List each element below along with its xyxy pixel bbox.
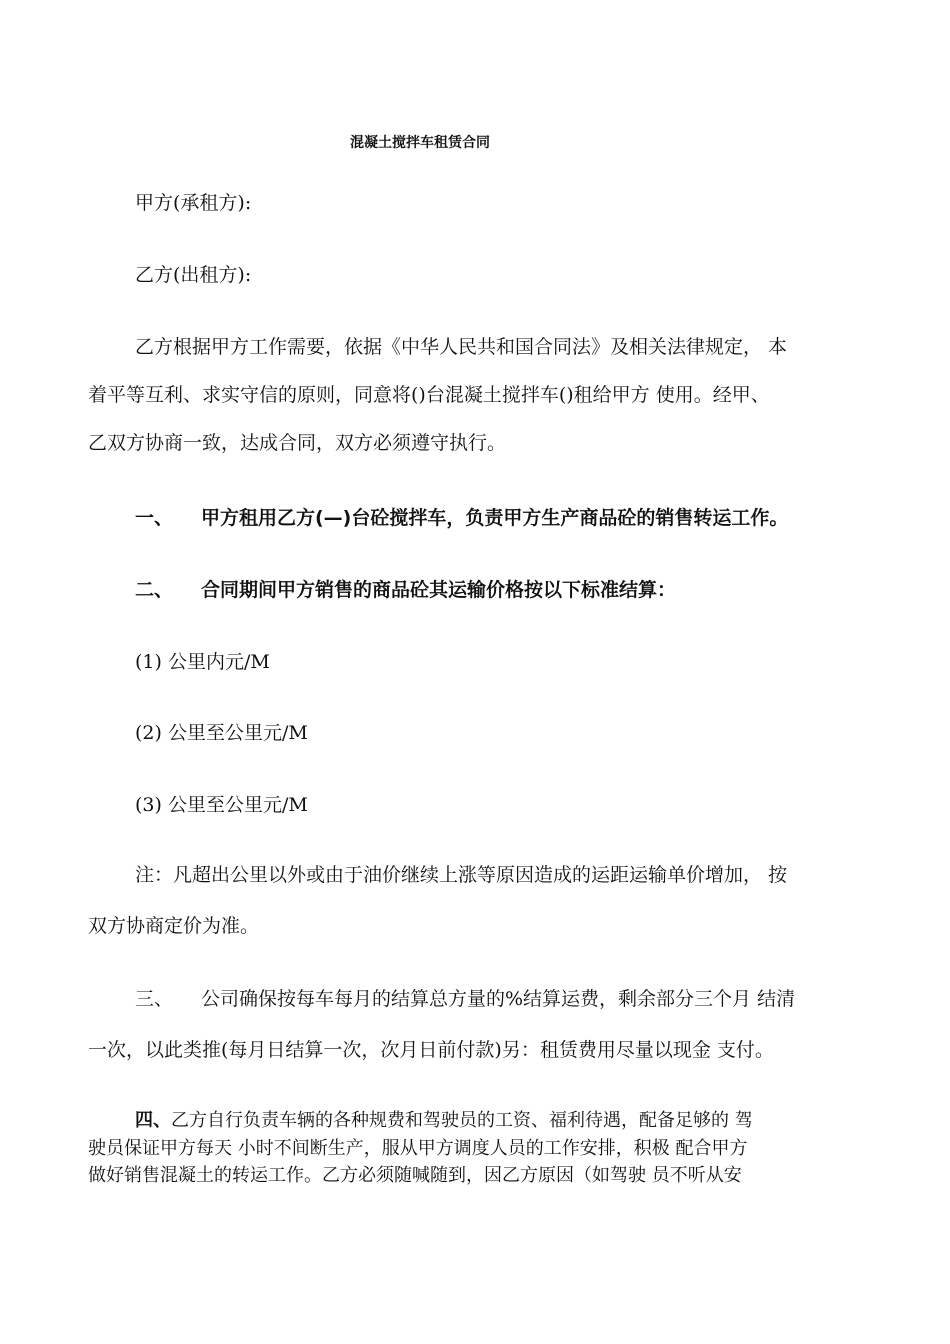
note-line-1: 注：凡超出公里以外或由于油价继续上涨等原因造成的运距运输单价增加， 按	[135, 864, 788, 886]
clause-2-number: 二、	[135, 579, 174, 601]
clause-1-text: 甲方租用乙方(—)台砼搅拌车，负责甲方生产商品砼的销售转运工作。	[201, 507, 789, 529]
intro-line-2: 着平等互利、求实守信的原则，同意将()台混凝土搅拌车()租给甲方 使用。经甲、	[88, 384, 770, 406]
intro-line-1: 乙方根据甲方工作需要，依据《中华人民共和国合同法》及相关法律规定， 本	[135, 336, 788, 358]
party-a-line: 甲方(承租方):	[135, 192, 252, 214]
clause-4-line-2: 驶员保证甲方每天 小时不间断生产，服从甲方调度人员的工作安排，积极 配合甲方	[88, 1138, 748, 1159]
rate-item	[135, 796, 308, 815]
rate-item	[135, 724, 308, 743]
document-title: 混凝土搅拌车租赁合同	[350, 135, 490, 151]
clause-4-number: 四、	[135, 1110, 171, 1131]
rate-item-text: 公里至公里元/M	[167, 722, 308, 744]
rate-item-text: 公里至公里元/M	[167, 794, 308, 816]
note-line-2: 双方协商定价为准。	[88, 915, 260, 937]
rate-item-number: (3)	[135, 794, 162, 816]
clause-1-number: 一、	[135, 507, 174, 529]
clause-3-line-1	[135, 990, 795, 1009]
clause-4-line-3: 做好销售混凝土的转运工作。乙方必须随喊随到，因乙方原因（如驾驶 员不听从安	[88, 1165, 742, 1186]
clause-3-text: 公司确保按每车每月的结算总方量的%结算运费，剩余部分三个月 结清	[201, 988, 796, 1010]
clause-2-text: 合同期间甲方销售的商品砼其运输价格按以下标准结算：	[201, 579, 677, 601]
rate-item	[135, 653, 270, 672]
party-b-line: 乙方(出租方):	[135, 264, 252, 286]
clause-4-line-1	[135, 1112, 753, 1130]
rate-item-number: (2)	[135, 722, 162, 744]
clause-1	[135, 509, 788, 528]
rate-item-number: (1)	[135, 651, 162, 673]
clause-3-line-2: 一次，以此类推(每月日结算一次，次月日前付款)另：租赁费用尽量以现金 支付。	[88, 1039, 774, 1061]
clause-2	[135, 581, 676, 600]
rate-item-text: 公里内元/M	[167, 651, 270, 673]
clause-4-text: 乙方自行负责车辆的各种规费和驾驶员的工资、福利待遇，配备足够的 驾	[171, 1110, 753, 1131]
intro-line-3: 乙双方协商一致，达成合同，双方必须遵守执行。	[88, 432, 507, 454]
clause-3-number: 三、	[135, 988, 174, 1010]
